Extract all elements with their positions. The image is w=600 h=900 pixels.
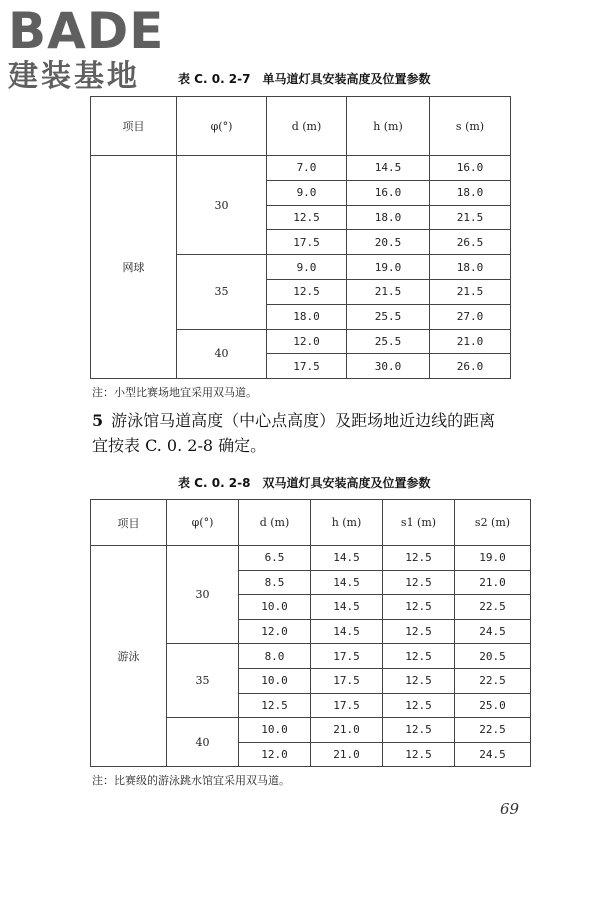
value-cell: 16.0	[347, 180, 430, 205]
value-cell: 12.5	[383, 619, 455, 644]
value-cell: 14.5	[311, 619, 383, 644]
value-cell: 14.5	[347, 156, 430, 181]
value-cell: 12.5	[239, 693, 311, 718]
value-cell: 12.5	[383, 546, 455, 571]
column-header: 项目	[91, 97, 177, 156]
value-cell: 21.0	[311, 718, 383, 743]
value-cell: 25.5	[347, 329, 430, 354]
value-cell: 25.5	[347, 304, 430, 329]
value-cell: 18.0	[430, 180, 511, 205]
brand-logo	[8, 4, 178, 94]
value-cell: 25.0	[455, 693, 531, 718]
paragraph-number: 5	[92, 411, 104, 430]
phi-cell: 35	[167, 644, 239, 718]
table-header-row	[91, 97, 511, 156]
value-cell: 30.0	[347, 354, 430, 379]
logo-subtitle: 建装基地	[8, 59, 140, 94]
column-header: φ(°)	[167, 500, 239, 546]
value-cell: 16.0	[430, 156, 511, 181]
column-header: d (m)	[267, 97, 347, 156]
column-header: h (m)	[311, 500, 383, 546]
column-header: s1 (m)	[383, 500, 455, 546]
value-cell: 12.5	[383, 668, 455, 693]
column-header: s2 (m)	[455, 500, 531, 546]
value-cell: 21.0	[311, 742, 383, 767]
item-cell: 网球	[91, 156, 177, 379]
section-paragraph	[92, 408, 510, 458]
value-cell: 24.5	[455, 619, 531, 644]
value-cell: 21.0	[430, 329, 511, 354]
value-cell: 10.0	[239, 668, 311, 693]
table2-note: 注：比赛级的游泳跳水馆宜采用双马道。	[92, 774, 290, 787]
value-cell: 17.5	[311, 693, 383, 718]
value-cell: 12.0	[239, 619, 311, 644]
value-cell: 20.5	[455, 644, 531, 669]
value-cell: 6.5	[239, 546, 311, 571]
column-header: 项目	[91, 500, 167, 546]
value-cell: 12.5	[383, 693, 455, 718]
value-cell: 17.5	[267, 230, 347, 255]
value-cell: 18.0	[347, 205, 430, 230]
column-header: h (m)	[347, 97, 430, 156]
value-cell: 24.5	[455, 742, 531, 767]
value-cell: 12.5	[383, 595, 455, 620]
value-cell: 19.0	[347, 255, 430, 280]
value-cell: 9.0	[267, 255, 347, 280]
value-cell: 21.5	[430, 205, 511, 230]
phi-cell: 30	[177, 156, 267, 255]
value-cell: 14.5	[311, 570, 383, 595]
item-cell: 游泳	[91, 546, 167, 767]
value-cell: 8.5	[239, 570, 311, 595]
phi-cell: 40	[167, 718, 239, 767]
value-cell: 12.5	[383, 718, 455, 743]
value-cell: 22.5	[455, 668, 531, 693]
value-cell: 18.0	[267, 304, 347, 329]
value-cell: 12.0	[267, 329, 347, 354]
value-cell: 19.0	[455, 546, 531, 571]
logo-wordmark: BADE	[8, 2, 165, 60]
phi-cell: 35	[177, 255, 267, 329]
table1-note: 注：小型比赛场地宜采用双马道。	[92, 386, 257, 399]
value-cell: 26.5	[430, 230, 511, 255]
value-cell: 21.5	[347, 279, 430, 304]
value-cell: 8.0	[239, 644, 311, 669]
value-cell: 7.0	[267, 156, 347, 181]
table-row	[91, 156, 511, 181]
value-cell: 21.5	[430, 279, 511, 304]
paragraph-text: 游泳馆马道高度（中心点高度）及距场地近边线的距离宜按表 C. 0. 2-8 确定。	[92, 411, 496, 455]
value-cell: 10.0	[239, 718, 311, 743]
table1-caption: 表 C. 0. 2-7 单马道灯具安装高度及位置参数	[178, 72, 431, 86]
value-cell: 14.5	[311, 546, 383, 571]
table-header-row	[91, 500, 531, 546]
value-cell: 22.5	[455, 718, 531, 743]
table2-caption: 表 C. 0. 2-8 双马道灯具安装高度及位置参数	[178, 476, 431, 490]
value-cell: 12.5	[383, 570, 455, 595]
value-cell: 12.5	[383, 644, 455, 669]
value-cell: 10.0	[239, 595, 311, 620]
value-cell: 9.0	[267, 180, 347, 205]
table1	[90, 96, 511, 379]
value-cell: 20.5	[347, 230, 430, 255]
value-cell: 22.5	[455, 595, 531, 620]
value-cell: 26.0	[430, 354, 511, 379]
value-cell: 17.5	[267, 354, 347, 379]
table2	[90, 499, 531, 767]
value-cell: 12.5	[267, 279, 347, 304]
column-header: s (m)	[430, 97, 511, 156]
column-header: φ(°)	[177, 97, 267, 156]
value-cell: 18.0	[430, 255, 511, 280]
page-number: 69	[500, 800, 520, 818]
value-cell: 17.5	[311, 668, 383, 693]
table-row	[91, 546, 531, 571]
phi-cell: 30	[167, 546, 239, 644]
value-cell: 21.0	[455, 570, 531, 595]
value-cell: 27.0	[430, 304, 511, 329]
value-cell: 12.5	[267, 205, 347, 230]
phi-cell: 40	[177, 329, 267, 379]
value-cell: 17.5	[311, 644, 383, 669]
column-header: d (m)	[239, 500, 311, 546]
value-cell: 12.5	[383, 742, 455, 767]
value-cell: 12.0	[239, 742, 311, 767]
value-cell: 14.5	[311, 595, 383, 620]
